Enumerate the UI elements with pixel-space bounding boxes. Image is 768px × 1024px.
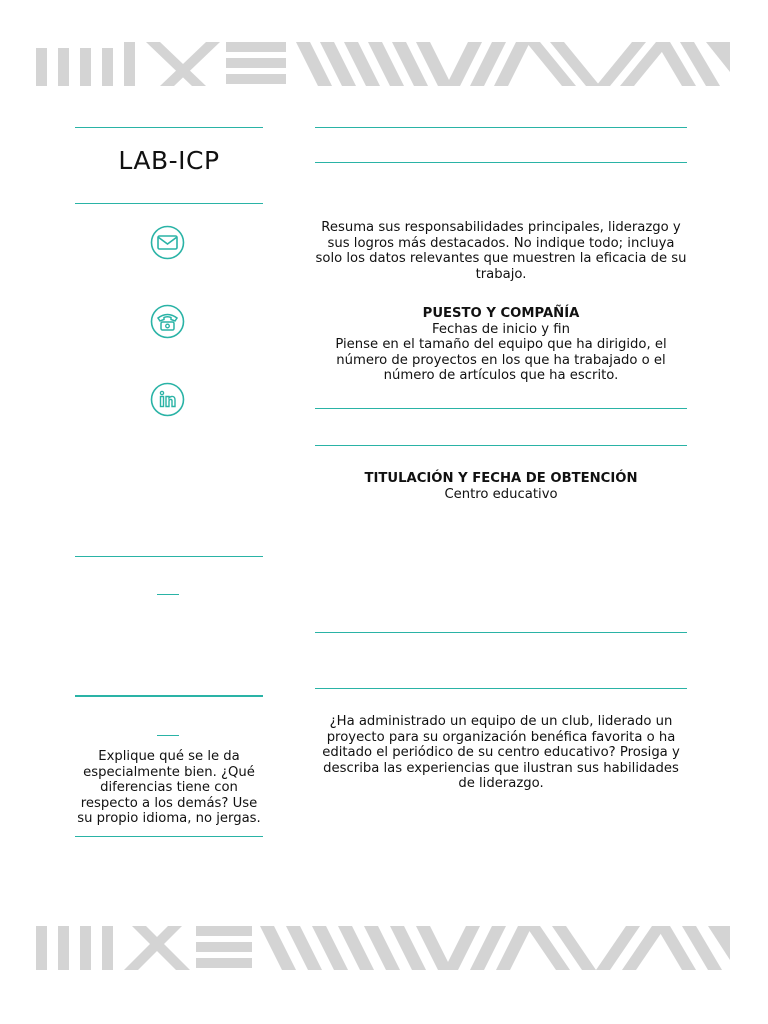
education-bottom-rule bbox=[315, 445, 687, 446]
linkedin-icon bbox=[150, 382, 185, 417]
education-top-rule bbox=[315, 408, 687, 409]
name-title: LAB-ICP bbox=[118, 146, 220, 175]
left-dash-1 bbox=[157, 594, 179, 595]
education-block bbox=[315, 471, 687, 502]
experience-dates: Fechas de inicio y fin bbox=[432, 321, 570, 337]
education-school: Centro educativo bbox=[444, 486, 558, 502]
name-bottom-rule bbox=[75, 203, 263, 204]
skills-text: Explique qué se le da especialmente bien. ¿Qué diferencias tiene con respecto a los demás? Use su propio idioma, no jergas. bbox=[77, 749, 261, 826]
left-section-rule-1 bbox=[75, 556, 263, 557]
volunteer-text: ¿Ha administrado un equipo de un club, liderado un proyecto para su organización benéfica favorita o ha editado el periódico de su centro educativo? Prosiga y describa las experiencias que ilustran sus habilidades de liderazgo. bbox=[322, 714, 680, 791]
name-top-rule bbox=[75, 127, 263, 128]
education-title: TITULACIÓN Y FECHA DE OBTENCIÓN bbox=[364, 471, 638, 486]
volunteer-top-rule bbox=[315, 632, 687, 633]
left-dash-2 bbox=[157, 735, 179, 736]
left-section-rule-3 bbox=[75, 836, 263, 837]
phone-icon bbox=[150, 304, 185, 339]
objective-bottom-rule bbox=[315, 162, 687, 163]
volunteer-bottom-rule bbox=[315, 688, 687, 689]
top-decorative-banner bbox=[36, 42, 730, 86]
email-icon bbox=[150, 225, 185, 260]
objective-text: Resuma sus responsabilidades principales, liderazgo y sus logros más destacados. No indique todo; incluya solo los datos relevantes que muestren la eficacia de su trabajo. bbox=[315, 220, 687, 282]
bottom-decorative-banner bbox=[36, 926, 730, 970]
experience-block bbox=[315, 306, 687, 384]
objective-top-rule bbox=[315, 127, 687, 128]
experience-description: Piense en el tamaño del equipo que ha dirigido, el número de proyectos en los que ha trabajado o el número de artículos que ha escrito. bbox=[335, 337, 667, 383]
left-section-rule-2 bbox=[75, 695, 263, 697]
experience-title: PUESTO Y COMPAÑÍA bbox=[422, 306, 580, 321]
